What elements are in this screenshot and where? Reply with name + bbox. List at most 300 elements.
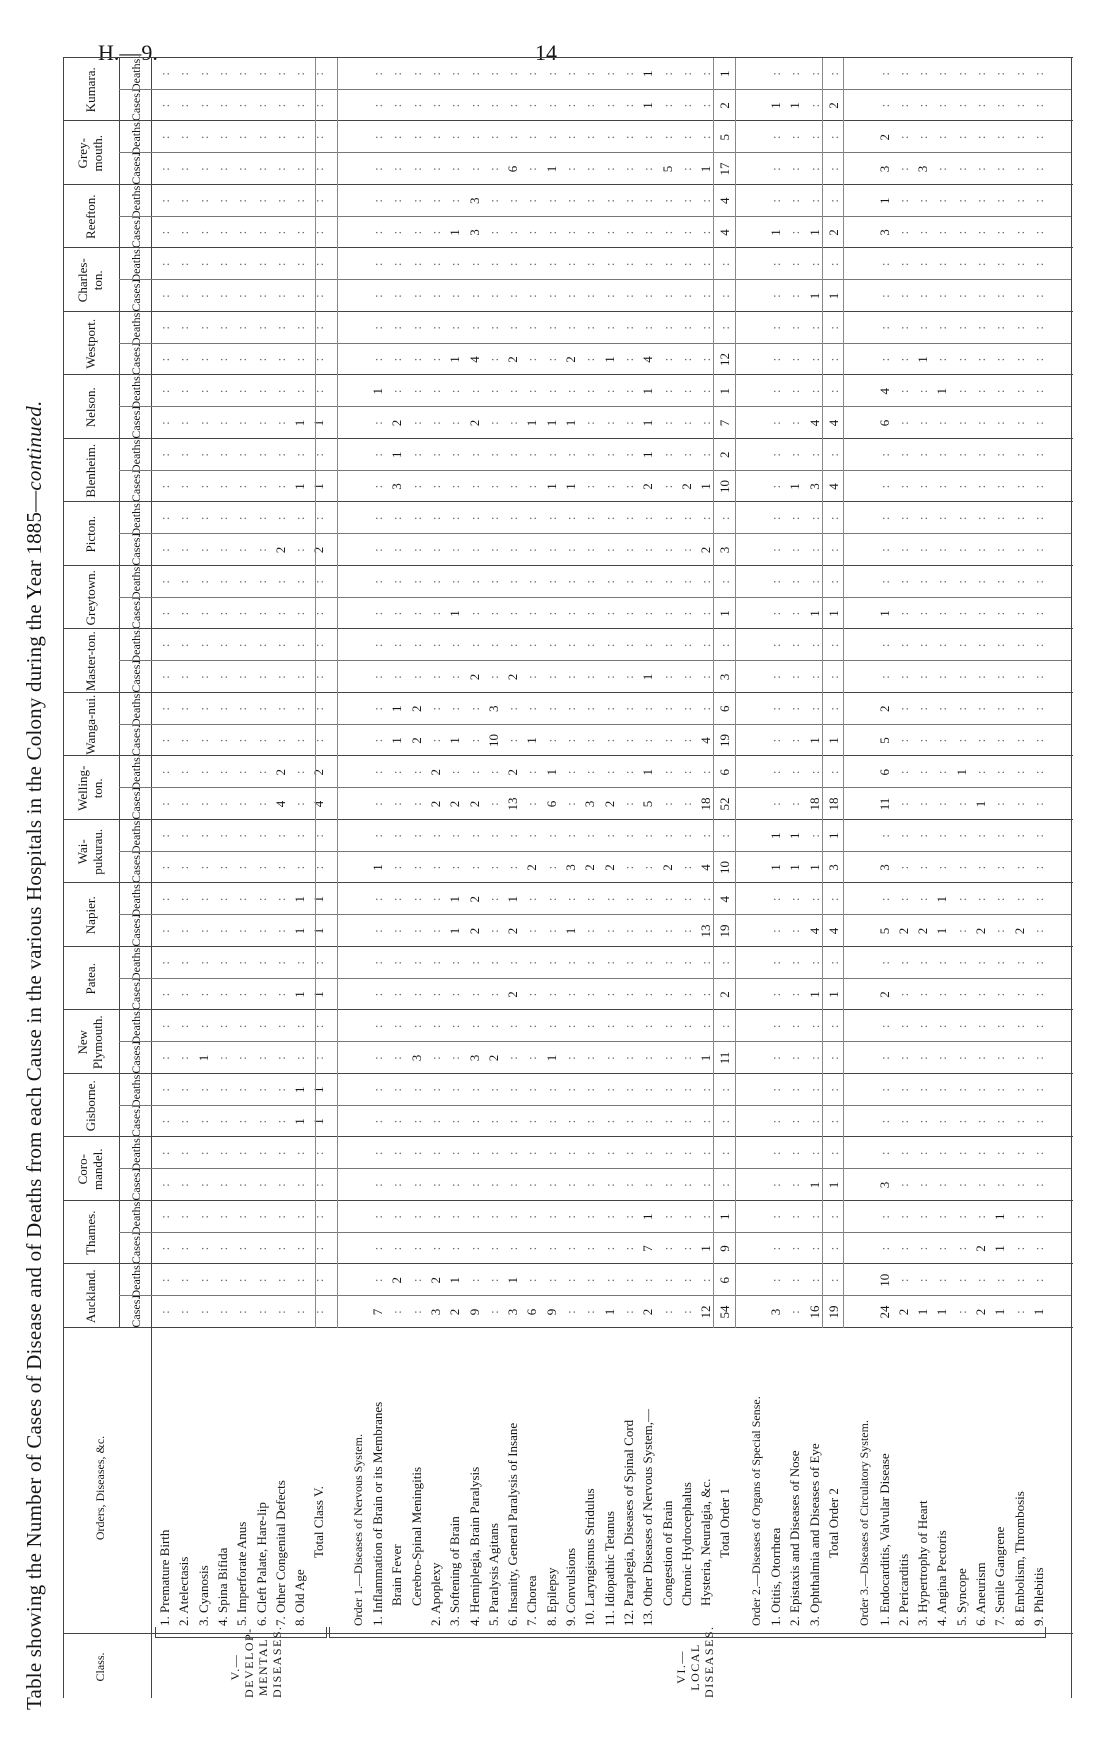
- deaths-cell: :: [214, 770, 230, 775]
- cases-cell: :: [825, 167, 841, 171]
- cases-cell: :: [915, 738, 931, 743]
- deaths-cell: :: [563, 706, 578, 711]
- cases-cell: :: [272, 1246, 288, 1251]
- deaths-cell: :: [427, 389, 443, 394]
- deaths-cell: :: [825, 389, 841, 394]
- cases-cell: :: [234, 1310, 250, 1314]
- deaths-cell: :: [640, 1151, 656, 1156]
- cases-cell: 5: [876, 927, 892, 935]
- cases-cell: :: [992, 421, 1008, 425]
- deaths-cell: :: [1011, 325, 1027, 330]
- table-row: [542, 58, 561, 1698]
- deaths-cell: :: [408, 1278, 424, 1283]
- cases-subheader: Cases.: [128, 280, 143, 312]
- disease-label: 8. Old Age: [292, 1569, 308, 1626]
- cases-cell: :: [678, 1246, 694, 1251]
- deaths-cell: :: [973, 452, 988, 457]
- cases-cell: 1: [698, 483, 714, 490]
- cases-cell: :: [1011, 802, 1027, 806]
- deaths-cell: :: [176, 770, 192, 775]
- cases-cell: :: [934, 1246, 950, 1251]
- table-row: [561, 58, 580, 1698]
- deaths-cell: 2: [876, 705, 892, 712]
- cases-cell: :: [787, 167, 803, 171]
- cases-cell: :: [1030, 484, 1046, 489]
- disease-label: 3. Cyanosis: [195, 1565, 211, 1626]
- cases-cell: 2: [717, 991, 733, 998]
- cases-cell: :: [973, 738, 988, 743]
- cases-cell: :: [659, 484, 675, 489]
- cases-cell: :: [953, 865, 969, 870]
- table-row: [194, 58, 213, 1698]
- disease-label: 1. Inflammation of Brain or its Membranes: [370, 1401, 385, 1626]
- deaths-cell: :: [563, 1087, 578, 1092]
- deaths-cell: :: [806, 579, 822, 584]
- deaths-cell: :: [620, 579, 636, 584]
- cases-cell: :: [466, 484, 482, 489]
- deaths-cell: :: [620, 1214, 636, 1219]
- column-rule: [63, 1010, 1073, 1011]
- deaths-cell: :: [640, 706, 656, 711]
- column-rule: [63, 375, 1073, 376]
- cases-cell: :: [895, 484, 911, 489]
- column-rule: [63, 184, 1073, 185]
- hospital-header: Westport.: [82, 318, 98, 369]
- order-heading: Order 3.—Diseases of Circulatory System.: [857, 1420, 872, 1626]
- cases-cell: :: [234, 738, 250, 743]
- cases-cell: :: [768, 1119, 783, 1124]
- deaths-cell: :: [953, 389, 969, 394]
- cases-cell: 3: [563, 864, 578, 871]
- disease-label: 4. Hemiplegia, Brain Paralysis: [466, 1466, 482, 1626]
- cases-cell: :: [214, 865, 230, 870]
- cases-subheader: Cases.: [128, 471, 143, 503]
- deaths-cell: :: [505, 1214, 521, 1219]
- cases-cell: :: [292, 611, 308, 616]
- deaths-cell: :: [485, 897, 501, 902]
- cases-cell: 5: [876, 737, 892, 744]
- deaths-cell: :: [427, 1151, 443, 1156]
- deaths-cell: :: [253, 1151, 269, 1156]
- cases-cell: 19: [717, 734, 733, 747]
- deaths-cell: :: [953, 71, 969, 76]
- cases-cell: :: [659, 357, 675, 362]
- cases-cell: 1: [787, 864, 803, 871]
- deaths-cell: :: [806, 833, 822, 838]
- deaths-cell: :: [176, 1087, 192, 1092]
- cases-cell: :: [876, 357, 892, 362]
- cases-cell: :: [485, 421, 501, 425]
- deaths-cell: :: [825, 1278, 841, 1283]
- deaths-cell: :: [806, 198, 822, 203]
- deaths-cell: :: [157, 770, 172, 775]
- cases-cell: :: [485, 230, 501, 235]
- cases-cell: 1: [447, 737, 463, 744]
- column-rule: [63, 1200, 1073, 1201]
- deaths-cell: :: [1030, 389, 1046, 394]
- deaths-cell: :: [389, 1087, 405, 1092]
- deaths-cell: :: [915, 1214, 931, 1219]
- cases-cell: :: [292, 1310, 308, 1314]
- cases-cell: 1: [292, 927, 308, 935]
- deaths-cell: :: [895, 1151, 911, 1156]
- cases-cell: :: [272, 675, 288, 679]
- deaths-cell: :: [466, 516, 482, 521]
- column-rule: [119, 216, 1071, 217]
- cases-cell: :: [157, 865, 172, 870]
- deaths-cell: :: [176, 1151, 192, 1156]
- deaths-cell: :: [934, 1087, 950, 1092]
- deaths-cell: :: [678, 389, 694, 394]
- column-rule: [119, 406, 1071, 407]
- cases-cell: :: [292, 1246, 308, 1251]
- deaths-cell: :: [787, 897, 803, 902]
- deaths-subheader: Deaths.: [128, 881, 143, 918]
- cases-cell: 2: [895, 1308, 911, 1316]
- cases-cell: :: [195, 802, 211, 806]
- cases-cell: :: [427, 992, 443, 997]
- deaths-cell: :: [678, 198, 694, 203]
- deaths-cell: :: [895, 1024, 911, 1029]
- deaths-cell: :: [601, 643, 617, 648]
- deaths-cell: :: [447, 262, 463, 267]
- cases-cell: :: [524, 484, 540, 489]
- cases-cell: :: [1030, 611, 1046, 616]
- deaths-cell: :: [806, 1151, 822, 1156]
- disease-label: 13. Other Diseases of Nervous System,—: [640, 1409, 656, 1626]
- deaths-cell: :: [563, 833, 578, 838]
- deaths-cell: :: [806, 135, 822, 140]
- deaths-cell: :: [601, 198, 617, 203]
- cases-cell: :: [408, 929, 424, 933]
- cases-cell: :: [408, 611, 424, 616]
- cases-cell: :: [992, 484, 1008, 489]
- cases-cell: 5: [659, 165, 675, 173]
- deaths-cell: :: [895, 262, 911, 267]
- cases-cell: 19: [825, 1305, 841, 1319]
- cases-cell: :: [524, 802, 540, 806]
- cases-cell: :: [195, 611, 211, 616]
- cases-cell: :: [176, 802, 192, 806]
- cases-cell: :: [953, 1119, 969, 1124]
- deaths-cell: :: [806, 897, 822, 902]
- deaths-cell: :: [934, 198, 950, 203]
- deaths-cell: :: [370, 706, 385, 711]
- deaths-cell: :: [370, 262, 385, 267]
- cases-cell: :: [640, 865, 656, 870]
- cases-cell: :: [563, 1119, 578, 1124]
- column-rule: [63, 946, 1073, 947]
- cases-cell: :: [934, 1183, 950, 1187]
- deaths-cell: :: [825, 71, 841, 76]
- deaths-cell: :: [253, 1278, 269, 1283]
- cases-cell: 1: [806, 292, 822, 300]
- deaths-cell: :: [157, 325, 172, 330]
- cases-cell: :: [1030, 865, 1046, 870]
- deaths-cell: :: [234, 897, 250, 902]
- cases-cell: 16: [806, 1305, 822, 1319]
- deaths-cell: :: [806, 643, 822, 648]
- cases-cell: 2: [389, 419, 405, 427]
- deaths-cell: :: [543, 833, 559, 838]
- deaths-cell: 1: [934, 896, 950, 903]
- deaths-cell: :: [973, 1214, 988, 1219]
- cases-cell: :: [157, 421, 172, 425]
- cases-cell: :: [466, 103, 482, 108]
- deaths-cell: :: [876, 833, 892, 838]
- deaths-cell: :: [620, 135, 636, 140]
- deaths-cell: :: [825, 579, 841, 584]
- deaths-cell: :: [678, 706, 694, 711]
- cases-cell: :: [485, 1183, 501, 1187]
- deaths-cell: :: [234, 389, 250, 394]
- deaths-cell: :: [195, 579, 211, 584]
- cases-cell: 1: [825, 610, 841, 617]
- deaths-cell: :: [992, 325, 1008, 330]
- cases-cell: :: [195, 1119, 211, 1124]
- deaths-cell: :: [408, 833, 424, 838]
- cases-cell: :: [698, 1119, 714, 1124]
- table-row: [766, 58, 785, 1698]
- deaths-cell: :: [370, 643, 385, 648]
- deaths-cell: :: [272, 897, 288, 902]
- cases-cell: :: [787, 548, 803, 552]
- cases-cell: :: [234, 865, 250, 870]
- cases-cell: :: [272, 103, 288, 108]
- deaths-cell: :: [176, 960, 192, 965]
- cases-cell: :: [505, 548, 521, 552]
- cases-cell: :: [389, 103, 405, 108]
- cases-cell: :: [427, 230, 443, 235]
- cases-cell: :: [876, 103, 892, 108]
- cases-cell: :: [973, 230, 988, 235]
- deaths-cell: 3: [466, 197, 482, 204]
- cases-cell: :: [992, 1119, 1008, 1124]
- cases-cell: :: [214, 1119, 230, 1124]
- deaths-cell: 6: [717, 705, 733, 712]
- cases-cell: :: [253, 230, 269, 235]
- cases-cell: :: [253, 929, 269, 933]
- deaths-cell: :: [876, 960, 892, 965]
- cases-cell: :: [408, 675, 424, 679]
- deaths-cell: :: [1011, 897, 1027, 902]
- deaths-cell: :: [698, 1024, 714, 1029]
- cases-cell: 4: [806, 419, 822, 427]
- cases-cell: :: [620, 738, 636, 743]
- deaths-cell: :: [825, 643, 841, 648]
- deaths-cell: :: [389, 770, 405, 775]
- deaths-cell: :: [698, 897, 714, 902]
- deaths-cell: :: [234, 1151, 250, 1156]
- deaths-cell: :: [973, 770, 988, 775]
- disease-label: 6. Cleft Palate, Hare-lip: [253, 1502, 269, 1626]
- cases-cell: :: [678, 1056, 694, 1060]
- rule-line: [119, 58, 120, 1328]
- cases-cell: 52: [717, 797, 733, 811]
- deaths-cell: :: [1011, 643, 1027, 648]
- deaths-cell: :: [524, 1024, 540, 1029]
- cases-cell: :: [370, 992, 385, 997]
- cases-cell: :: [953, 1056, 969, 1060]
- deaths-cell: :: [934, 960, 950, 965]
- deaths-subheader: Deaths.: [128, 627, 143, 664]
- deaths-cell: :: [698, 262, 714, 267]
- cases-cell: :: [698, 611, 714, 616]
- cases-cell: :: [601, 1246, 617, 1251]
- deaths-cell: 1: [640, 451, 656, 458]
- deaths-cell: :: [195, 1214, 211, 1219]
- disease-label: 1. Endocarditis, Valvular Disease: [876, 1453, 892, 1626]
- deaths-cell: :: [953, 706, 969, 711]
- cases-cell: :: [678, 103, 694, 108]
- cases-cell: :: [234, 357, 250, 362]
- deaths-cell: :: [806, 516, 822, 521]
- cases-cell: :: [563, 802, 578, 806]
- deaths-cell: :: [234, 1024, 250, 1029]
- deaths-cell: :: [505, 389, 521, 394]
- deaths-cell: :: [895, 1087, 911, 1092]
- total-rule: [735, 58, 736, 1328]
- deaths-cell: :: [934, 516, 950, 521]
- cases-cell: :: [953, 103, 969, 108]
- deaths-cell: :: [427, 452, 443, 457]
- deaths-cell: :: [787, 198, 803, 203]
- deaths-cell: 1: [505, 896, 521, 903]
- cases-cell: :: [973, 484, 988, 489]
- deaths-cell: :: [1030, 325, 1046, 330]
- cases-cell: :: [427, 548, 443, 552]
- cases-cell: 1: [698, 1054, 714, 1062]
- deaths-cell: :: [825, 706, 841, 711]
- deaths-cell: :: [234, 262, 250, 267]
- cases-cell: :: [563, 992, 578, 997]
- deaths-cell: 2: [876, 134, 892, 141]
- cases-subheader: Cases.: [128, 1296, 143, 1328]
- deaths-cell: :: [953, 579, 969, 584]
- deaths-cell: :: [292, 643, 308, 648]
- deaths-cell: :: [992, 262, 1008, 267]
- deaths-cell: :: [895, 579, 911, 584]
- cases-cell: :: [427, 738, 443, 743]
- deaths-cell: :: [620, 452, 636, 457]
- deaths-cell: :: [992, 897, 1008, 902]
- cases-cell: :: [678, 421, 694, 425]
- cases-cell: :: [787, 230, 803, 235]
- cases-cell: :: [234, 167, 250, 171]
- deaths-cell: :: [973, 325, 988, 330]
- deaths-cell: :: [806, 325, 822, 330]
- cases-cell: :: [601, 1119, 617, 1124]
- deaths-cell: 5: [717, 134, 733, 141]
- deaths-cell: :: [214, 897, 230, 902]
- cases-cell: :: [292, 1183, 308, 1187]
- cases-cell: :: [620, 611, 636, 616]
- cases-cell: :: [389, 548, 405, 552]
- cases-cell: :: [992, 230, 1008, 235]
- cases-cell: :: [563, 1246, 578, 1251]
- deaths-cell: :: [427, 833, 443, 838]
- deaths-cell: :: [915, 833, 931, 838]
- deaths-cell: :: [768, 960, 783, 965]
- cases-cell: 2: [973, 1308, 988, 1316]
- deaths-cell: :: [505, 960, 521, 965]
- column-rule: [63, 883, 1073, 884]
- cases-cell: :: [176, 357, 192, 362]
- deaths-cell: :: [640, 1024, 656, 1029]
- column-rule: [63, 1137, 1073, 1138]
- deaths-cell: :: [272, 643, 288, 648]
- cases-cell: :: [524, 675, 540, 679]
- deaths-cell: :: [253, 770, 269, 775]
- deaths-cell: :: [543, 71, 559, 76]
- deaths-cell: :: [582, 833, 598, 838]
- deaths-cell: :: [768, 1087, 783, 1092]
- deaths-cell: :: [408, 516, 424, 521]
- cases-cell: :: [292, 357, 308, 362]
- cases-cell: 1: [768, 864, 783, 871]
- deaths-cell: :: [389, 135, 405, 140]
- deaths-cell: 2: [505, 769, 521, 776]
- deaths-cell: :: [678, 1214, 694, 1219]
- hospital-header: Thames.: [82, 1210, 98, 1255]
- deaths-cell: :: [272, 1151, 288, 1156]
- cases-cell: :: [466, 1183, 482, 1187]
- deaths-cell: :: [214, 960, 230, 965]
- column-rule: [119, 1168, 1071, 1169]
- cases-cell: :: [678, 1183, 694, 1187]
- cases-cell: :: [427, 865, 443, 870]
- cases-cell: :: [214, 611, 230, 616]
- cases-cell: :: [311, 675, 327, 679]
- cases-cell: :: [582, 1246, 598, 1251]
- cases-cell: :: [176, 738, 192, 743]
- cases-cell: :: [157, 611, 172, 616]
- disease-label: 5. Imperforate Anus: [234, 1521, 250, 1626]
- cases-cell: 19: [717, 924, 733, 938]
- deaths-cell: :: [717, 643, 733, 648]
- cases-cell: :: [234, 992, 250, 997]
- column-rule: [119, 724, 1071, 725]
- deaths-cell: :: [806, 71, 822, 76]
- deaths-cell: :: [895, 1278, 911, 1283]
- cases-cell: :: [195, 103, 211, 108]
- cases-cell: :: [176, 484, 192, 489]
- cases-cell: :: [253, 1310, 269, 1314]
- cases-cell: :: [787, 738, 803, 743]
- cases-cell: :: [447, 1119, 463, 1124]
- cases-cell: :: [524, 1119, 540, 1124]
- cases-cell: :: [195, 548, 211, 552]
- cases-cell: 1: [806, 737, 822, 744]
- cases-cell: :: [876, 484, 892, 489]
- deaths-cell: :: [806, 706, 822, 711]
- deaths-cell: :: [427, 1214, 443, 1219]
- column-rule: [63, 311, 1073, 312]
- cases-cell: :: [234, 1246, 250, 1251]
- deaths-cell: 6: [876, 769, 892, 776]
- cases-cell: :: [973, 1183, 988, 1187]
- cases-cell: :: [447, 865, 463, 870]
- cases-cell: :: [1030, 1183, 1046, 1187]
- cases-cell: :: [601, 167, 617, 171]
- deaths-cell: :: [543, 960, 559, 965]
- disease-label: 6. Insanity, General Paralysis of Insane: [505, 1422, 521, 1626]
- cases-cell: 1: [973, 800, 988, 808]
- cases-cell: :: [953, 294, 969, 298]
- deaths-cell: :: [311, 1024, 327, 1029]
- cases-cell: :: [505, 1119, 521, 1124]
- cases-cell: :: [1011, 230, 1027, 235]
